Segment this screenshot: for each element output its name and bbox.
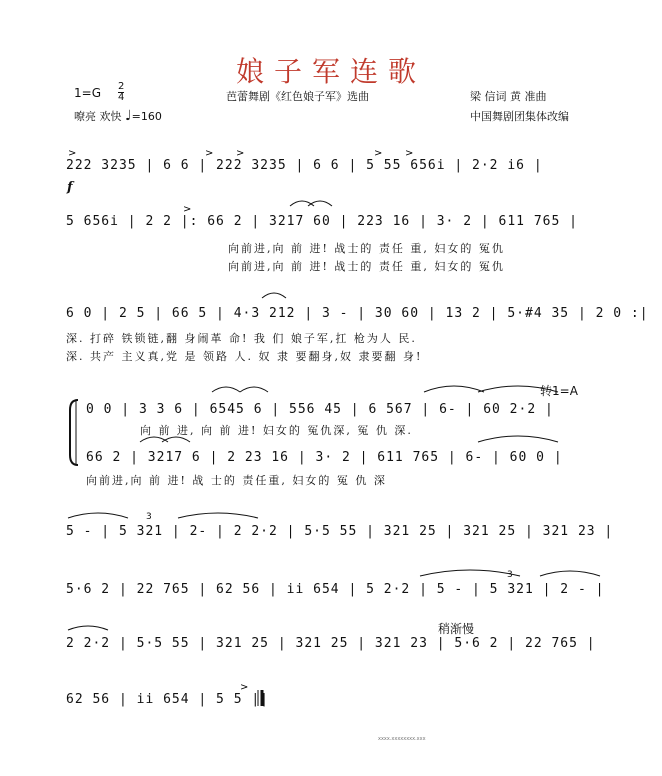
score-row-5: 66 2 | 3217 6 | 2 23 16 | 3· 2 | 611 765 | 6- | 60 0 | [86,450,563,465]
score-row-7: 5·6 2 | 22 765 | 62 56 | ii 654 | 5 2·2 | 5 - | 5 321 | 2 - | [66,582,605,597]
tempo-text: 嘹亮 欢快 [74,110,122,123]
quarter-note-icon: ♩ [125,108,132,124]
lyric-line: 深. 打碎 铁锁链,翻 身闹革 命! 我 们 娘子军,扛 枪为人 民. [66,332,417,345]
key-signature: 1=G [74,86,101,100]
accent-mark: > [374,148,383,159]
slur [262,293,286,298]
triplet-mark: 3 [507,570,513,580]
accent-mark: > [205,148,214,159]
slur [178,513,258,518]
triplet-mark: 3 [146,512,152,522]
lyricist-composer: 梁 信词 黄 准曲 [470,90,547,103]
slur [68,626,108,630]
lyric-line: 向前进,向 前 进! 战士的 责任 重, 妇女的 冤仇 [228,260,505,273]
score-row-9: 62 56 | ii 654 | 5 5 || [66,692,270,707]
slur [240,387,268,392]
slur [308,201,332,206]
lyric-line: 向 前 进, 向 前 进! 妇女的 冤仇深, 冤 仇 深. [140,424,413,437]
slur [420,570,520,576]
score-row-2: 5 656i | 2 2 |: 66 2 | 3217 60 | 223 16 | 3· 2 | 611 765 | [66,214,578,229]
score-row-8: 2 2·2 | 5·5 55 | 321 25 | 321 25 | 321 23 | 5·6 2 | 22 765 | [66,636,596,651]
time-signature-top: 2 [118,81,125,92]
slur [290,201,314,206]
system-brace [70,400,78,465]
accent-mark: > [68,148,77,159]
score-row-6: 5 - | 5 321 | 2- | 2 2·2 | 5·5 55 | 321 25 | 321 25 | 321 23 | [66,524,614,539]
key-change-mark: 转1=A [540,384,578,398]
slur [540,571,600,576]
slur [68,513,128,518]
dynamic-mark: f [67,180,73,195]
time-signature-bottom: 4 [118,92,125,103]
slur [212,387,240,392]
song-title: 娘子军连歌 [235,55,426,88]
slur [478,436,558,442]
accent-mark: > [405,148,414,159]
lyric-line: 向前进,向 前 进! 战 士的 责任重, 妇女的 冤 仇 深 [86,474,387,487]
score-row-4: 0 0 | 3 3 6 | 6545 6 | 556 45 | 6 567 | 6- | 60 2·2 | [86,402,554,417]
accent-mark: > [183,204,192,215]
lyric-line: 深. 共产 主义真,党 是 领路 人. 奴 隶 要翻身,奴 隶要翻 身! [66,350,423,363]
page-footer: xxxx.xxxxxxxx.xxx [378,736,426,742]
tempo-value: =160 [131,110,162,123]
arranger: 中国舞剧团集体改编 [470,110,569,123]
score-row-3: 6 0 | 2 5 | 66 5 | 4·3 212 | 3 - | 30 60 | 13 2 | 5·#4 35 | 2 0 :| [66,306,649,321]
accent-mark: > [236,148,245,159]
slur [424,386,484,392]
score-row-1: 222 3235 | 6 6 | 222 3235 | 6 6 | 5 55 656i | 2·2 i6 | [66,158,543,173]
accent-mark: > [240,682,249,693]
slur [478,386,558,392]
source-note: 芭蕾舞剧《红色娘子军》选曲 [226,90,369,103]
lyric-line: 向前进,向 前 进! 战士的 责任 重, 妇女的 冤仇 [228,242,505,255]
ritardando-mark: 稍渐慢 [438,622,475,636]
